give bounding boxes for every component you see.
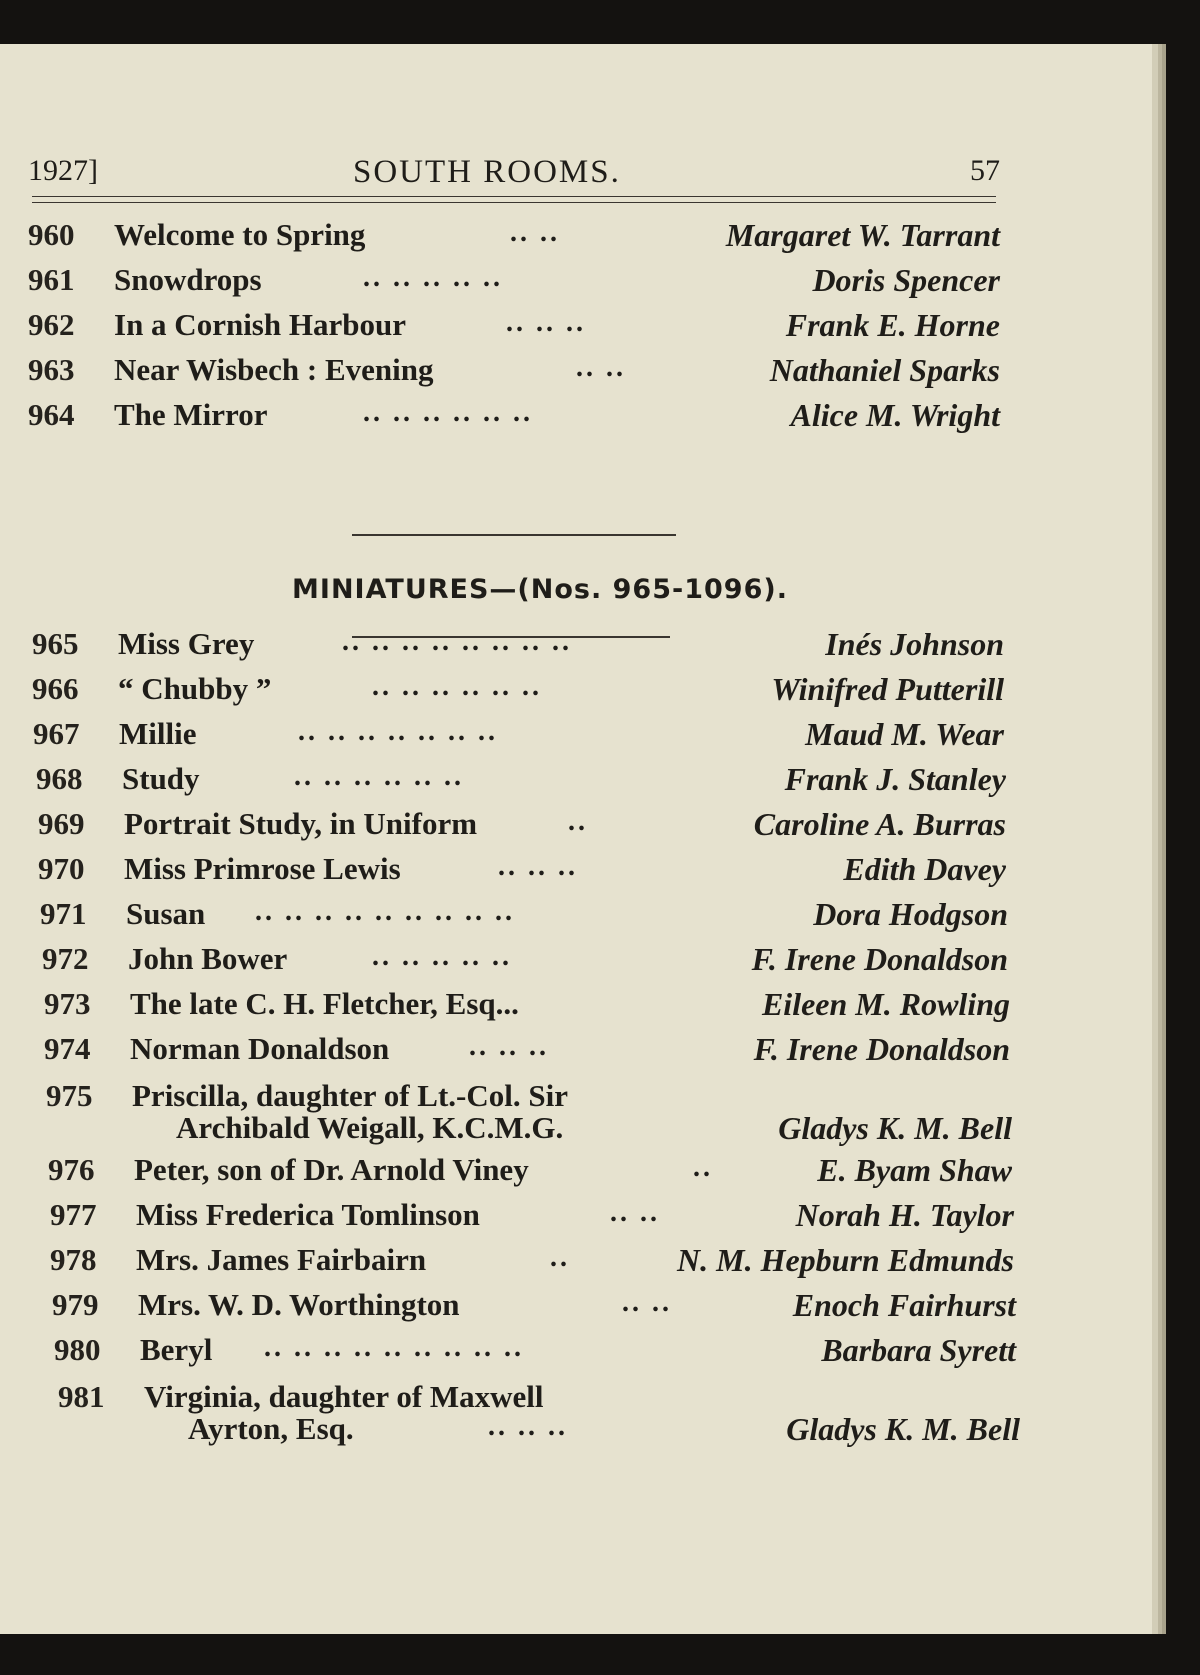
entry-number: 976 (48, 1152, 95, 1187)
entry-title: Miss Primrose Lewis (124, 851, 401, 886)
entry-artist: Gladys K. M. Bell (786, 1411, 1020, 1447)
entry-number: 971 (40, 896, 87, 931)
entry-title: Miss Grey (118, 626, 255, 661)
leader-dots: .. (568, 806, 588, 837)
entry-number: 974 (44, 1031, 91, 1066)
entry-title: John Bower (128, 941, 288, 976)
entry-title: Mrs. James Fairbairn (136, 1242, 427, 1277)
leader-dots: .. .. (610, 1197, 660, 1228)
leader-dots: .. .. .. .. .. .. .. .. .. (255, 896, 515, 927)
entry-artist: Barbara Syrett (821, 1332, 1016, 1368)
entry-artist: F. Irene Donaldson (753, 1031, 1010, 1067)
entry-title: Snowdrops (114, 262, 262, 297)
entry-title: Portrait Study, in Uniform (124, 806, 478, 841)
entry-title: Mrs. W. D. Worthington (138, 1287, 460, 1322)
leader-dots: .. .. (576, 352, 626, 383)
entry-number: 963 (28, 352, 75, 387)
catalogue-entry (38, 806, 1006, 846)
entry-artist: Norah H. Taylor (795, 1197, 1014, 1233)
catalogue-entry (50, 1197, 1014, 1237)
catalogue-entry (48, 1152, 1012, 1192)
leader-dots: .. .. .. .. .. .. .. .. (342, 626, 572, 657)
catalogue-entry (32, 671, 1004, 711)
catalogue-entry (50, 1242, 1014, 1282)
catalogue-entry (33, 716, 1004, 756)
entry-artist: Maud M. Wear (805, 716, 1004, 752)
leader-dots: .. .. .. .. .. (372, 941, 512, 972)
catalogue-entry (46, 1078, 1012, 1146)
entry-artist: Eileen M. Rowling (761, 986, 1010, 1022)
leader-dots: .. .. .. .. .. .. .. .. .. (264, 1332, 524, 1363)
leader-dots: .. .. (622, 1287, 672, 1318)
entry-title: Study (122, 761, 200, 796)
leader-dots: .. .. .. .. .. .. .. (298, 716, 498, 747)
entry-title-line2: Archibald Weigall, K.C.M.G. (176, 1110, 564, 1145)
entry-number: 972 (42, 941, 89, 976)
entry-artist: Nathaniel Sparks (769, 352, 1000, 388)
entry-artist: Winifred Putterill (771, 671, 1004, 707)
catalogue-entry (58, 1379, 1020, 1447)
entry-title: The late C. H. Fletcher, Esq... (130, 986, 519, 1021)
entry-title: “ Chubby ” (118, 671, 272, 706)
entry-title: Near Wisbech : Evening (114, 352, 434, 387)
entry-artist: Margaret W. Tarrant (725, 217, 1000, 253)
entry-number: 966 (32, 671, 79, 706)
entry-title-line2: Ayrton, Esq. (188, 1411, 354, 1446)
entry-title: Beryl (140, 1332, 213, 1367)
entry-title: Peter, son of Dr. Arnold Viney (134, 1152, 529, 1187)
page-header (28, 154, 1000, 194)
entry-number: 961 (28, 262, 75, 297)
leader-dots: .. .. .. .. .. .. (363, 397, 533, 428)
leader-dots: .. .. .. .. .. .. (294, 761, 464, 792)
entry-number: 977 (50, 1197, 97, 1232)
catalogue-entry (28, 262, 1000, 302)
section-heading: MINIATURES—(Nos. 965-1096). (292, 574, 788, 605)
entry-artist: N. M. Hepburn Edmunds (677, 1242, 1014, 1278)
entry-number: 962 (28, 307, 75, 342)
entry-number: 981 (58, 1379, 105, 1414)
catalogue-entry (28, 352, 1000, 392)
entry-number: 964 (28, 397, 75, 432)
leader-dots: .. (693, 1152, 713, 1183)
entry-title: Millie (119, 716, 197, 751)
entry-title: Susan (126, 896, 206, 931)
entry-number: 978 (50, 1242, 97, 1277)
leader-dots: .. .. .. (488, 1411, 568, 1442)
entry-artist: E. Byam Shaw (817, 1152, 1012, 1188)
entry-artist: Doris Spencer (812, 262, 1000, 298)
entry-number: 980 (54, 1332, 101, 1367)
entry-artist: Inés Johnson (825, 626, 1004, 662)
catalogue-entry (38, 851, 1006, 891)
catalogue-entry (36, 761, 1006, 801)
entry-artist: Caroline A. Burras (753, 806, 1006, 842)
entry-number: 968 (36, 761, 83, 796)
entry-artist: Edith Davey (843, 851, 1006, 887)
catalogue-entry (40, 896, 1008, 936)
entry-title: In a Cornish Harbour (114, 307, 406, 342)
entry-title: Virginia, daughter of Maxwell (144, 1379, 544, 1414)
catalogue-entry (44, 1031, 1010, 1071)
book-page (0, 44, 1152, 1634)
entry-number: 975 (46, 1078, 93, 1113)
entry-number: 969 (38, 806, 85, 841)
entry-number: 973 (44, 986, 91, 1021)
catalogue-entry (28, 217, 1000, 257)
leader-dots: .. (550, 1242, 570, 1273)
entry-number: 970 (38, 851, 85, 886)
header-double-rule (32, 196, 996, 203)
entry-artist: Frank E. Horne (785, 307, 1000, 343)
entry-title: Miss Frederica Tomlinson (136, 1197, 480, 1232)
catalogue-entry (28, 397, 1000, 437)
leader-dots: .. .. .. (506, 307, 586, 338)
entry-title: Welcome to Spring (114, 217, 366, 252)
section-rule-top (352, 534, 676, 536)
catalogue-entry (44, 986, 1010, 1026)
page-number: 57 (970, 154, 1000, 187)
entry-number: 960 (28, 217, 75, 252)
catalogue-entry (32, 626, 1004, 666)
header-year: 1927] (28, 154, 98, 187)
entry-artist: Alice M. Wright (790, 397, 1000, 433)
entry-artist: F. Irene Donaldson (751, 941, 1008, 977)
header-title: SOUTH ROOMS. (353, 154, 621, 190)
catalogue-entry (42, 941, 1008, 981)
catalogue-entry (52, 1287, 1016, 1327)
entry-number: 965 (32, 626, 79, 661)
entry-title: Norman Donaldson (130, 1031, 390, 1066)
leader-dots: .. .. .. (498, 851, 578, 882)
entry-title: The Mirror (114, 397, 268, 432)
entry-artist: Frank J. Stanley (784, 761, 1006, 797)
leader-dots: .. .. (510, 217, 560, 248)
catalogue-entry (54, 1332, 1016, 1372)
catalogue-entry (28, 307, 1000, 347)
entry-artist: Gladys K. M. Bell (778, 1110, 1012, 1146)
entry-artist: Enoch Fairhurst (792, 1287, 1016, 1323)
entry-number: 967 (33, 716, 80, 751)
leader-dots: .. .. .. .. .. .. (372, 671, 542, 702)
leader-dots: .. .. .. (469, 1031, 549, 1062)
entry-number: 979 (52, 1287, 99, 1322)
leader-dots: .. .. .. .. .. (363, 262, 503, 293)
entry-artist: Dora Hodgson (813, 896, 1008, 932)
entry-title: Priscilla, daughter of Lt.-Col. Sir (132, 1078, 568, 1113)
